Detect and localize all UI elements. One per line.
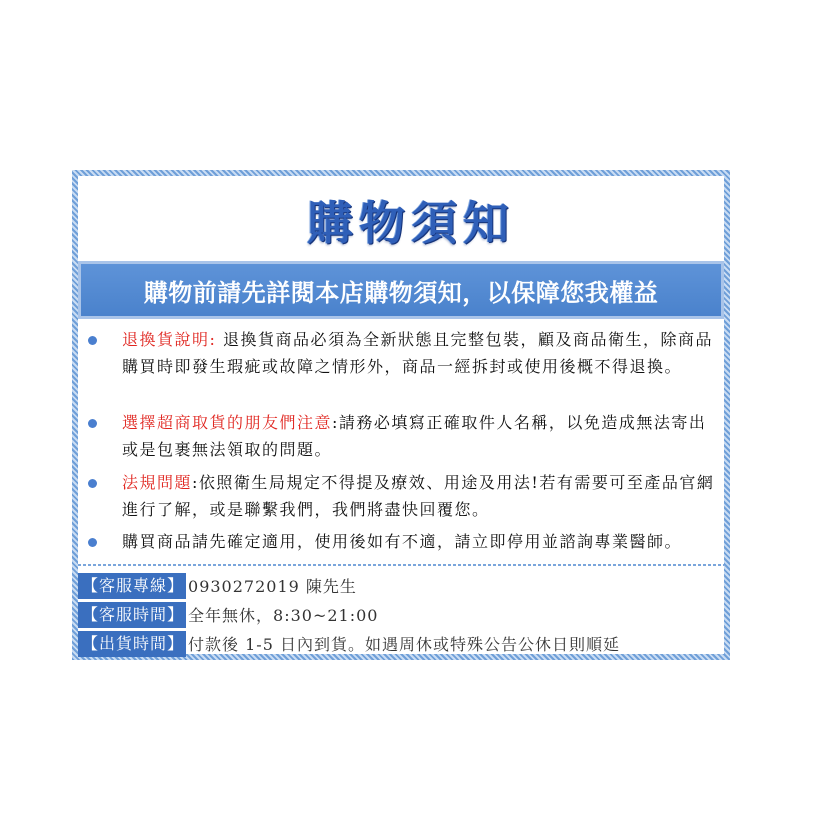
info-label: 【客服專線】 <box>78 573 186 599</box>
notice-banner <box>78 261 724 319</box>
list-item <box>78 327 724 404</box>
page-title: 購物須知 <box>307 195 515 250</box>
notes-list <box>78 327 724 557</box>
note-label: 選擇超商取貨的朋友們注意 <box>122 413 333 432</box>
note-text: :請務必填寫正確取件人名稱，以免造成無法寄出或是包裹無法領取的問題。 <box>122 413 707 459</box>
divider <box>78 564 724 566</box>
list-item <box>78 410 724 467</box>
title-area <box>78 176 724 259</box>
info-value: 付款後 1-5 日內到貨。如遇周休或特殊公告公休日則順延 <box>188 635 620 654</box>
note-label: 退換貨說明: <box>122 330 223 349</box>
bullet-icon <box>88 419 97 428</box>
info-value: 0930272019 陳先生 <box>188 577 357 596</box>
info-row-service-line <box>78 571 724 600</box>
note-text: 退換貨商品必須為全新狀態且完整包裝，顧及商品衛生，除商品購買時即發生瑕疵或故障之情形外，商品一經拆封或使用後概不得退換。 <box>122 330 713 376</box>
note-text: :依照衛生局規定不得提及療效、用途及用法!若有需要可至產品官網進行了解，或是聯繫我們，我們將盡快回覆您。 <box>122 473 715 519</box>
note-label: 法規問題 <box>122 473 193 492</box>
banner-text: 購物前請先詳閱本店購物須知，以保障您我權益 <box>143 278 659 307</box>
info-label: 【出貨時間】 <box>78 631 186 657</box>
bullet-icon <box>88 336 97 345</box>
shopping-notice-frame <box>72 170 730 660</box>
contact-info <box>78 571 724 658</box>
info-row-shipping-time <box>78 629 724 658</box>
note-text: 購買商品請先確定適用，使用後如有不適，請立即停用並諮詢專業醫師。 <box>122 532 683 551</box>
info-row-service-hours <box>78 600 724 629</box>
notice-panel <box>78 176 724 654</box>
bullet-icon <box>88 479 97 488</box>
bullet-icon <box>88 538 97 547</box>
list-item <box>78 470 724 527</box>
list-item <box>78 529 724 557</box>
info-value: 全年無休，8:30~21:00 <box>188 606 379 625</box>
info-label: 【客服時間】 <box>78 602 186 628</box>
